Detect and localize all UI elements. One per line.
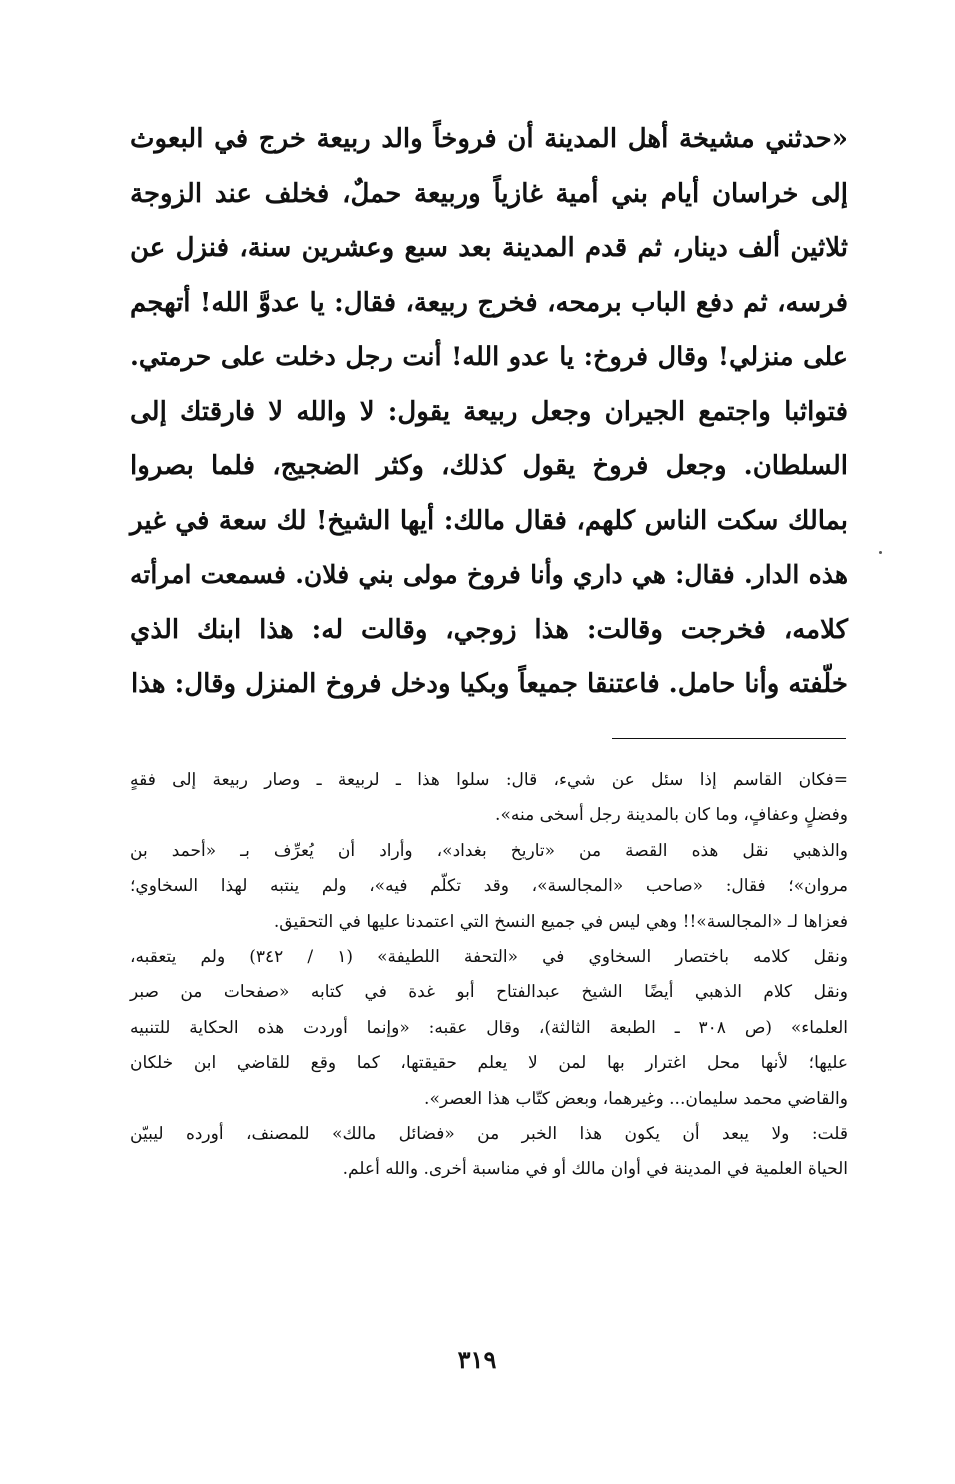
footnote-line: والقاضي محمد سليمان... وغيرهما، وبعض كتّاب هذا العصر». — [424, 1088, 848, 1109]
main-text-line: «حدثني مشيخة أهل المدينة أن فروخاً والد ربيعة خرج في البعوث — [130, 124, 848, 154]
main-text-line: هذه الدار. فقال: هي داري وأنا فروخ مولى بني فلان. فسمعت امرأته — [130, 560, 848, 589]
main-text-line: ثلاثين ألف دينار، ثم قدم المدينة بعد سبع وعشرين سنة، فنزل عن — [130, 233, 848, 263]
main-text-line: خلّفته وأنا حامل. فاعتنقا جميعاً وبكيا ودخل فروخ المنزل وقال: هذا — [131, 669, 848, 699]
main-text-line: على منزلي! وقال فروخ: يا عدو الله! أنت رجل دخلت على حرمتي. — [130, 342, 848, 372]
footnote-line: عليها؛ لأنها محل اغترار بها لمن لا يعلم حقيقتها، كما وقع للقاضي ابن خلكان — [130, 1053, 848, 1074]
footnote-line: =فكان القاسم إذا سئل عن شيء، قال: سلوا هذا ـ لربيعة ـ وصار ربيعة إلى فقهٍ — [130, 770, 848, 790]
footnote-line: قلت: ولا يبعد أن يكون هذا الخبر من «فضائل مالك» للمصنف، أورده ليبيّن — [130, 1123, 848, 1144]
main-text-line: بمالك سكت الناس كلهم، فقال مالك: أيها الشيخ! لك سعة في غير — [130, 505, 848, 536]
margin-dot — [879, 551, 882, 554]
footnote-line: ونقل كلامه باختصار السخاوي في «التحفة اللطيفة» (١ / ٣٤٢) ولم يتعقبه، — [130, 946, 848, 967]
main-text-line: كلامه، فخرجت وقالت: هذا زوجي، وقالت له: هذا ابنك الذي — [130, 614, 848, 645]
main-text-line: فتواثبا واجتمع الجيران وجعل ربيعة يقول: لا والله لا فارقتك إلى — [130, 396, 848, 427]
footnote-line: والذهبي نقل هذه القصة من «تاريخ بغداد»، وأراد أن يُعرِّف بـ «أحمد بن — [130, 840, 848, 861]
main-text-block — [130, 112, 848, 712]
main-text-line: إلى خراسان أيام بني أمية غازياً وربيعة حملٌ، فخلف عند الزوجة — [130, 178, 848, 209]
main-text-line: السلطان. وجعل فروخ يقول كذلك، وكثر الضجيج، فلما بصروا — [130, 451, 848, 481]
footnote-line: فعزاها لـ «المجالسة»!! وهي ليس في جميع النسخ التي اعتمدنا عليها في التحقيق. — [273, 911, 848, 932]
footnote-line: ونقل كلام الذهبي أيضًا الشيخ عبدالفتاح أبو غدة في كتابه «صفحات من صبر — [130, 982, 848, 1003]
main-text-line: فرسه، ثم دفع الباب برمحه، فخرج ربيعة، فقال: يا عدوَّ الله! أتهجم — [130, 287, 848, 318]
footnote-line: مروان»؛ فقال: «صاحب «المجالسة»، وقد تكلّم فيه»، ولم ينتبه لهذا السخاوي؛ — [130, 876, 848, 897]
footnote-line: وفضلٍ وعفافٍ، وما كان بالمدينة رجل أسخى منه». — [495, 805, 848, 826]
footnote-line: العلماء» (ص ٣٠٨ ـ الطبعة الثالثة)، وقال عقبه: «وإنما أوردت هذه الحكاية للتنبيه — [130, 1017, 848, 1038]
footnotes-block — [130, 763, 848, 1188]
footnote-line: الحياة العلمية في المدينة في أوان مالك أو في مناسبة أخرى. والله أعلم. — [342, 1159, 848, 1180]
page-number: ٣١٩ — [457, 1345, 497, 1374]
footnote-separator — [612, 738, 846, 739]
